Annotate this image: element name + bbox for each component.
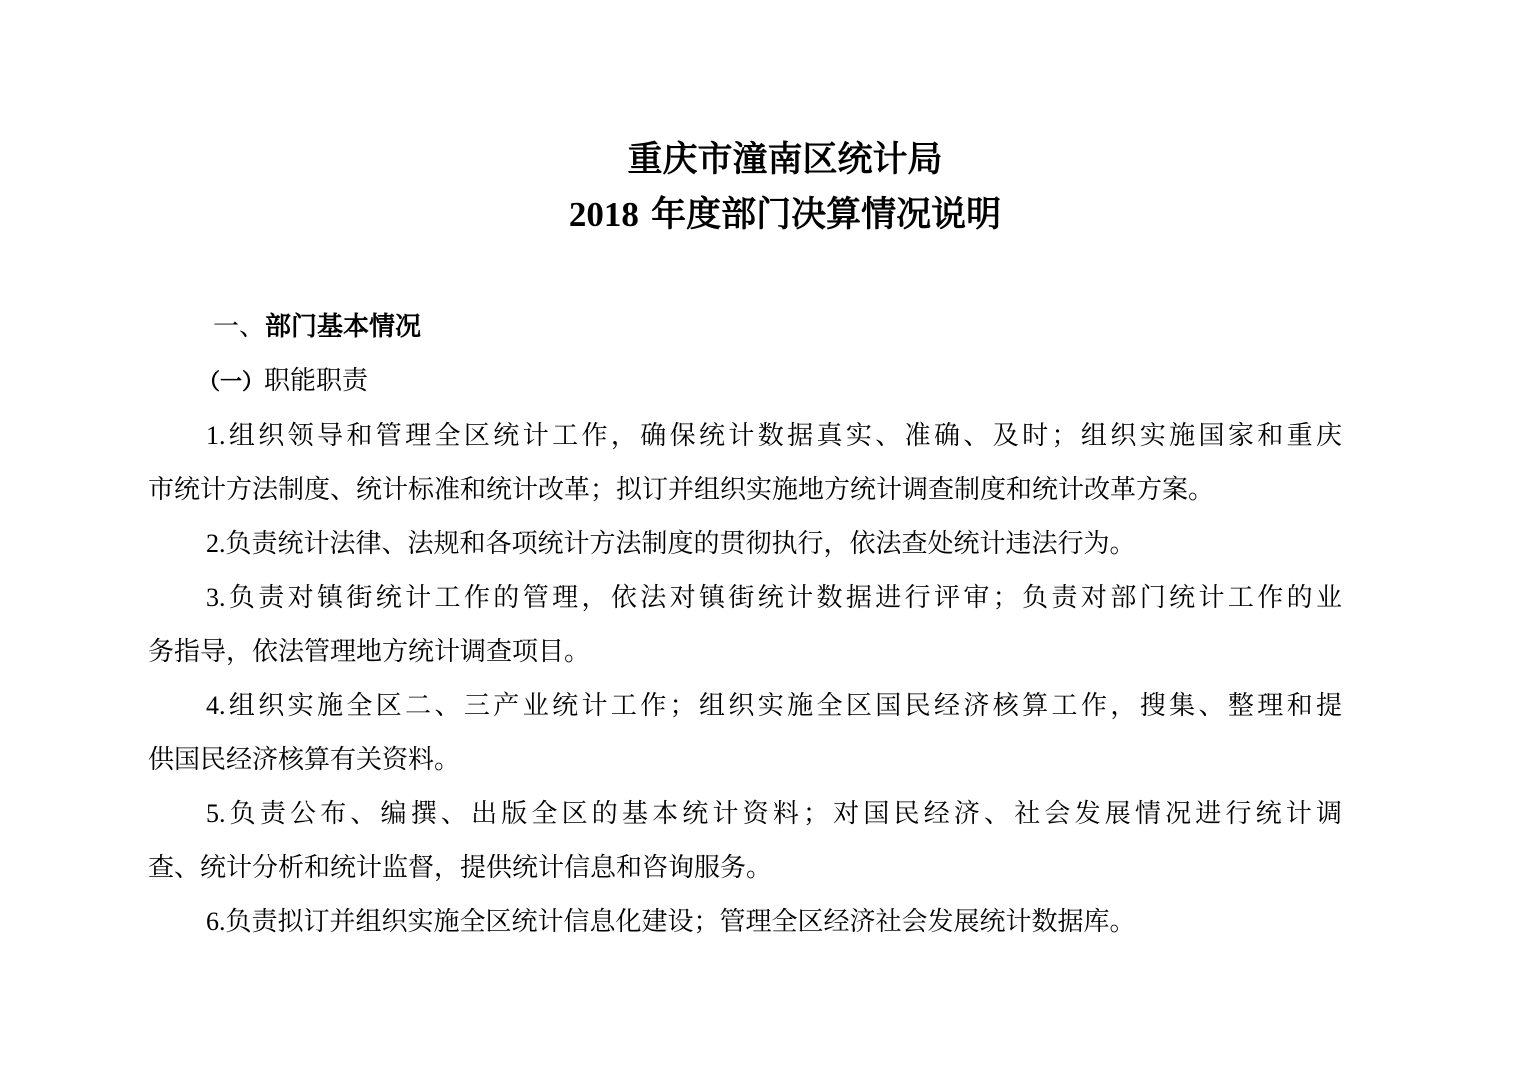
item-2-line1 bbox=[206, 529, 1342, 559]
item-1-line2: 市统计方法制度、统计标准和统计改革；拟订并组织实施地方统计调查制度和统计改革方案。 bbox=[148, 475, 1215, 505]
document-title-line1: 重庆市潼南区统计局 bbox=[627, 140, 943, 180]
title-year: 2018 bbox=[568, 195, 639, 234]
section-number: 一、 bbox=[213, 312, 266, 342]
item-4-number: 4. bbox=[206, 691, 226, 720]
section-heading bbox=[213, 312, 421, 342]
item-2-number: 2. bbox=[206, 529, 226, 558]
item-3-line1 bbox=[206, 583, 1342, 613]
item-5-text-line1: 负责公布、编撰、出版全区的基本统计资料；对国民经济、社会发展情况进行统计调 bbox=[225, 799, 1342, 829]
title-rest: 年度部门决算情况说明 bbox=[638, 195, 1002, 235]
item-3-line2: 务指导，依法管理地方统计调查项目。 bbox=[148, 637, 591, 667]
item-5-line2: 查、统计分析和统计监督，提供统计信息和咨询服务。 bbox=[148, 853, 773, 883]
item-6-number: 6. bbox=[206, 907, 226, 936]
item-4-line1 bbox=[206, 691, 1342, 721]
item-5-number: 5. bbox=[206, 799, 226, 828]
item-1-number: 1. bbox=[206, 421, 226, 450]
item-2-text-line1: 负责统计法律、法规和各项统计方法制度的贯彻执行，依法查处统计违法行为。 bbox=[225, 529, 1136, 559]
item-6-line1 bbox=[206, 907, 1342, 937]
subsection-title: 职能职责 bbox=[264, 366, 369, 396]
item-6-text-line1: 负责拟订并组织实施全区统计信息化建设；管理全区经济社会发展统计数据库。 bbox=[225, 907, 1136, 937]
item-5-line1 bbox=[206, 799, 1342, 829]
item-3-text-line1: 负责对镇街统计工作的管理，依法对镇街统计数据进行评审；负责对部门统计工作的业 bbox=[225, 583, 1342, 613]
item-4-line2: 供国民经济核算有关资料。 bbox=[148, 745, 461, 775]
subsection-number: （一） bbox=[198, 369, 265, 394]
item-3-number: 3. bbox=[206, 583, 226, 612]
item-1-text-line1: 组织领导和管理全区统计工作，确保统计数据真实、准确、及时；组织实施国家和重庆 bbox=[225, 421, 1342, 451]
item-1-line1 bbox=[206, 421, 1342, 451]
subsection-heading bbox=[198, 366, 368, 397]
item-4-text-line1: 组织实施全区二、三产业统计工作；组织实施全区国民经济核算工作，搜集、整理和提 bbox=[225, 691, 1342, 721]
document-title-line2 bbox=[0, 195, 1520, 235]
section-title: 部门基本情况 bbox=[265, 312, 422, 342]
